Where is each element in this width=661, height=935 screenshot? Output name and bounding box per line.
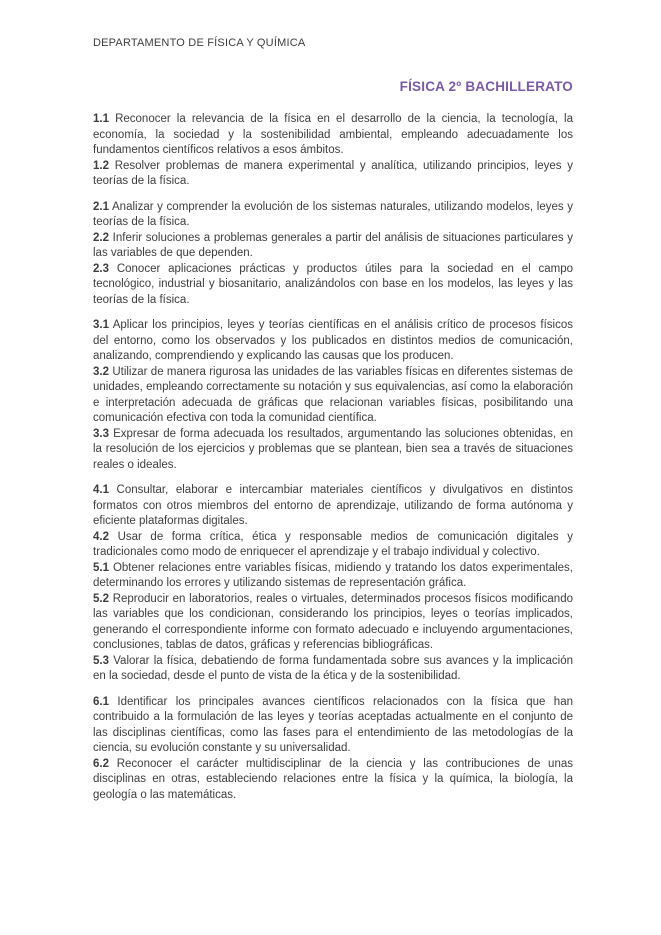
document-body — [93, 112, 573, 803]
criterion-number: 4.1 — [93, 484, 109, 496]
criterion-paragraph: 5.2 Reproducir en laboratorios, reales o virtuales, determinados procesos físicos modificando las variables que los condicionan, considerando los principios, leyes o teorías implicados, generando el correspondiente informe con formato adecuado e incluyendo argumentaciones, conclusiones, tablas de datos, gráficas y referencias bibliográficas. — [93, 592, 573, 651]
criterion-paragraph: 6.2 Reconocer el carácter multidisciplinar de la ciencia y las contribuciones de unas disciplinas en otras, estableciendo relaciones entre la física y la química, la biología, la geología o las matemáticas. — [93, 757, 573, 801]
criterion-paragraph: 2.3 Conocer aplicaciones prácticas y productos útiles para la sociedad en el campo tecnológico, industrial y biosanitario, analizándolos con base en los modelos, las leyes y las teorías de la física. — [93, 262, 573, 306]
criteria-group — [93, 112, 573, 190]
criterion-number: 2.3 — [93, 262, 109, 275]
criterion-number: 1.2 — [93, 159, 109, 172]
criterion-number: 3.2 — [93, 365, 109, 378]
department-header: DEPARTAMENTO DE FÍSICA Y QUÍMICA — [93, 37, 306, 49]
criterion-paragraph: 6.1 Identificar los principales avances científicos relacionados con la física que han contribuido a la formulación de las leyes y teorías aceptadas actualmente en el conjunto de las disciplinas científicas, como las fases para el entendimiento de las metodologías de la ciencia, su evolución constante y su universalidad. — [93, 695, 573, 754]
criterion-paragraph: 5.3 Valorar la física, debatiendo de forma fundamentada sobre sus avances y la implicación en la sociedad, desde el punto de vista de la ética y de la sostenibilidad. — [93, 654, 573, 682]
criterion-number: 2.2 — [93, 231, 109, 244]
criterion-number: 6.2 — [93, 757, 109, 770]
criterion-number: 3.3 — [93, 427, 109, 440]
criterion-paragraph: 5.1 Obtener relaciones entre variables físicas, midiendo y tratando los datos experimentales, determinando los errores y utilizando sistemas de representación gráfica. — [93, 561, 573, 589]
criterion-paragraph: 3.3 Expresar de forma adecuada los resultados, argumentando las soluciones obtenidas, en la resolución de los ejercicios y problemas que se plantean, bien sea a través de situaciones reales o ideales. — [93, 427, 573, 471]
criteria-group — [93, 695, 573, 804]
criterion-number: 1.1 — [93, 113, 109, 125]
criteria-group — [93, 200, 573, 309]
criterion-paragraph: 3.1 Aplicar los principios, leyes y teorías científicas en el análisis crítico de procesos físicos del entorno, como los observados y los publicados en distintos medios de comunicación, analizando, comprendiendo y explicando las causas que los producen. — [93, 319, 573, 362]
criterion-paragraph: 4.2 Usar de forma crítica, ética y responsable medios de comunicación digitales y tradicionales como modo de enriquecer el aprendizaje y el trabajo individual y colectivo. — [93, 530, 573, 558]
criterion-number: 5.1 — [93, 561, 109, 574]
page-content — [93, 37, 573, 813]
criterion-paragraph: 1.1 Reconocer la relevancia de la física en el desarrollo de la ciencia, la tecnología, la economía, la sociedad y la sostenibilidad ambiental, empleando adecuadamente los fundamentos científicos relativos a esos ámbitos. — [93, 113, 573, 156]
document-title: FÍSICA 2º BACHILLERATO — [399, 79, 573, 94]
criterion-number: 3.1 — [93, 319, 109, 331]
criteria-group — [93, 483, 573, 685]
criterion-number: 6.1 — [93, 695, 109, 708]
criterion-paragraph: 2.2 Inferir soluciones a problemas generales a partir del análisis de situaciones particulares y las variables de que dependen. — [93, 231, 573, 259]
criterion-paragraph: 1.2 Resolver problemas de manera experimental y analítica, utilizando principios, leyes y teorías de la física. — [93, 159, 573, 187]
criterion-number: 5.3 — [93, 654, 109, 667]
criterion-number: 5.2 — [93, 592, 109, 605]
criterion-paragraph: 2.1 Analizar y comprender la evolución de los sistemas naturales, utilizando modelos, leyes y teorías de la física. — [93, 200, 573, 228]
criterion-paragraph: 4.1 Consultar, elaborar e intercambiar materiales científicos y divulgativos en distintos formatos con otros miembros del entorno de aprendizaje, utilizando de forma autónoma y eficiente plataformas digitales. — [93, 484, 573, 527]
criterion-number: 4.2 — [93, 530, 109, 543]
criteria-group — [93, 318, 573, 473]
criterion-number: 2.1 — [93, 200, 109, 213]
criterion-paragraph: 3.2 Utilizar de manera rigurosa las unidades de las variables físicas en diferentes sistemas de unidades, empleando correctamente su notación y sus equivalencias, así como la elaboración e interpretación adecuada de gráficas que relacionan variables físicas, posibilitando una comunicación efectiva con toda la comunidad científica. — [93, 365, 573, 424]
